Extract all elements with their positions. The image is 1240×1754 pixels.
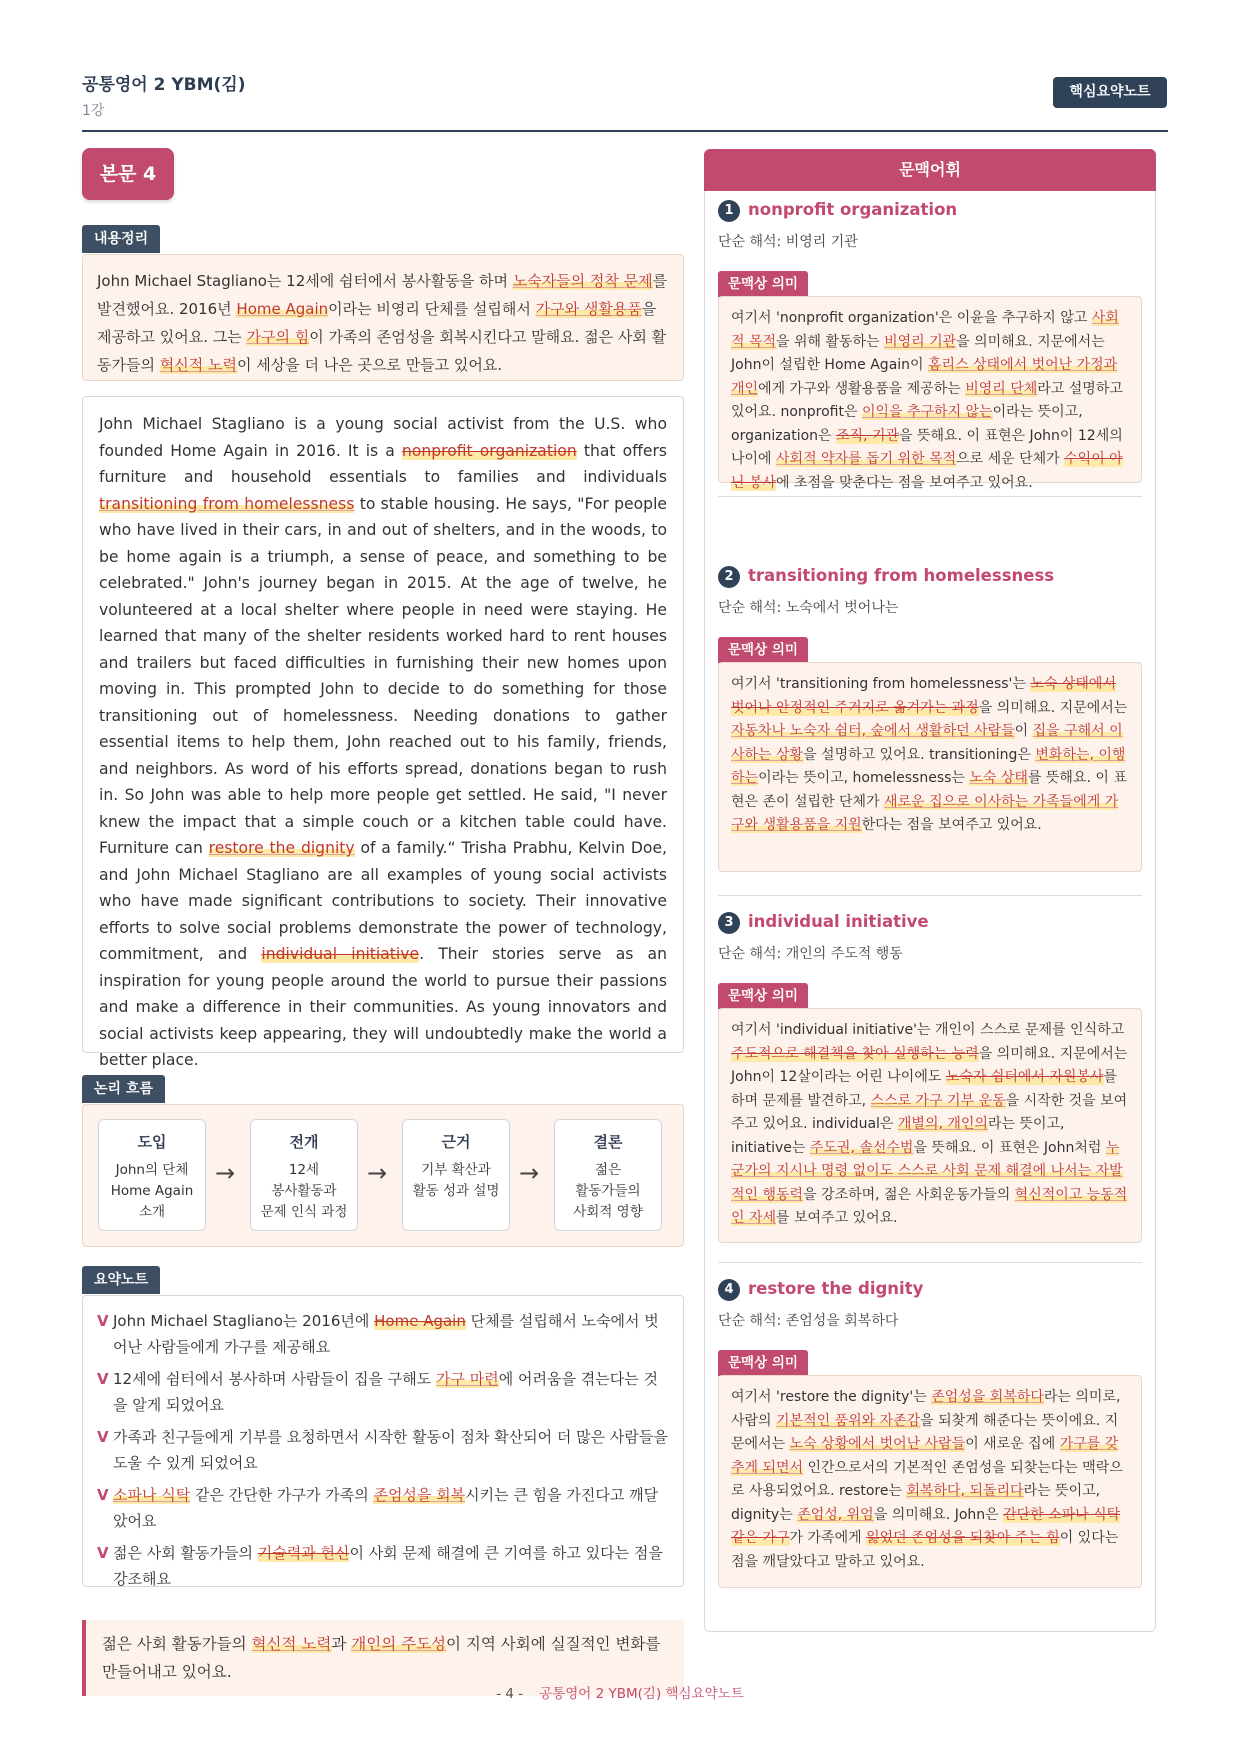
text-segment: 이라는 뜻이고, homelessness는 bbox=[758, 770, 970, 786]
text-segment: 를 하며 문제를 발견하고, bbox=[731, 1069, 1118, 1109]
highlighted-term: 주도권, 솔선수범 bbox=[809, 1139, 914, 1156]
text-segment: 단체를 설립해서 노숙에서 벗어난 사람들에게 가구를 제공해요 bbox=[113, 1312, 659, 1356]
flow-step-title: 도입 bbox=[137, 1133, 167, 1151]
highlighted-term: 존엄성을 회복하다 bbox=[931, 1389, 1044, 1405]
highlighted-term: 기술력과 헌신 bbox=[257, 1544, 350, 1562]
meaning-prefix: 단순 해석: bbox=[718, 1313, 786, 1329]
vocab-number-badge: 1 bbox=[718, 200, 740, 222]
passage-text bbox=[82, 396, 684, 1069]
text-segment: 젊은 사회 활동가들의 bbox=[113, 1544, 258, 1562]
arrow-right-icon: → bbox=[367, 1159, 388, 1187]
note-item bbox=[97, 1482, 669, 1534]
highlighted-term: 노숙 상태 bbox=[969, 770, 1028, 786]
vocab-panel-title: 문맥어휘 bbox=[704, 149, 1156, 191]
text-segment: 를 보여주고 있어요. bbox=[776, 1210, 898, 1226]
flow-step-title: 근거 bbox=[441, 1133, 471, 1151]
highlighted-term: 비영리 단체 bbox=[965, 380, 1038, 397]
check-marker-icon: V bbox=[97, 1312, 109, 1330]
meaning-prefix: 단순 해석: bbox=[718, 600, 786, 616]
header-divider bbox=[82, 130, 1168, 132]
context-meaning-label: 문맥상 의미 bbox=[718, 271, 808, 297]
text-segment: 를 발견했어요. 2016년 bbox=[97, 272, 668, 318]
highlighted-term: 노숙자들의 정착 문제 bbox=[512, 272, 653, 290]
check-marker-icon: V bbox=[97, 1486, 109, 1504]
highlighted-term: nonprofit organization bbox=[401, 441, 577, 460]
arrow-right-icon: → bbox=[215, 1159, 236, 1187]
highlighted-term: 새로운 집으로 이사하는 가족들에게 가구와 생활용품을 지원 bbox=[731, 793, 1119, 833]
notes-badge: 핵심요약노트 bbox=[1053, 77, 1167, 108]
flow-step-conclusion bbox=[554, 1119, 662, 1231]
check-marker-icon: V bbox=[97, 1370, 109, 1388]
text-segment: 을 의미해요. 지문에서는 bbox=[978, 699, 1128, 716]
highlighted-term: individual initiative bbox=[261, 945, 420, 963]
text-segment: 을 시작한 것을 보여주고 있어요. individual은 bbox=[731, 1092, 1128, 1132]
highlighted-term: 주도적으로 해결책을 찾아 실행하는 능력 bbox=[731, 1045, 979, 1062]
flow-step-title: 전개 bbox=[289, 1133, 319, 1151]
text-segment: 이 지역 사회에 실질적인 변화를 만들어내고 있어요. bbox=[102, 1635, 661, 1681]
vocab-meaning bbox=[718, 231, 858, 251]
vocab-term bbox=[718, 566, 1054, 588]
context-meaning-box bbox=[718, 296, 1142, 491]
summary-notes bbox=[82, 1295, 684, 1587]
highlighted-term: 개인의 주도성 bbox=[351, 1635, 447, 1653]
flow-step-desc: 12세 봉사활동과 문제 인식 과정 bbox=[260, 1162, 348, 1220]
vocab-term-text: nonprofit organization bbox=[748, 200, 958, 219]
highlighted-term: 비영리 기관 bbox=[884, 333, 957, 350]
vocab-divider bbox=[718, 895, 1142, 896]
highlighted-term: 변화하는, 이행하는 bbox=[731, 746, 1126, 786]
context-meaning-box bbox=[718, 1375, 1142, 1588]
text-segment: 을 뜻해요. 이 표현은 John이 12세의 나이에 bbox=[731, 427, 1123, 467]
highlighted-term: Home Again bbox=[236, 300, 329, 318]
highlighted-term: 가구를 갖추게 되면서 bbox=[731, 1436, 1119, 1476]
text-segment: 이 사회 문제 해결에 큰 기여를 하고 있다는 점을 강조해요 bbox=[113, 1544, 663, 1588]
highlighted-term: 노숙 상태에서 벗어나 안정적인 주거지로 옮겨가는 과정 bbox=[731, 676, 1116, 716]
vocab-term-text: transitioning from homelessness bbox=[748, 566, 1055, 585]
text-segment: 에 초점을 맞춘다는 점을 보여주고 있어요. bbox=[776, 474, 1033, 491]
flow-step-title: 결론 bbox=[593, 1133, 623, 1151]
text-segment: 이라는 뜻이고, organization은 bbox=[731, 404, 1083, 444]
meaning-text: 존엄성을 회복하다 bbox=[785, 1313, 899, 1329]
context-meaning-label: 문맥상 의미 bbox=[718, 637, 808, 663]
note-item bbox=[97, 1540, 669, 1592]
text-segment: 가족과 친구들에게 기부를 요청하면서 시작한 활동이 점차 확산되어 더 많은 사람들을 도울 수 있게 되었어요 bbox=[113, 1428, 668, 1472]
highlighted-term: 혁신적 노력 bbox=[159, 356, 237, 374]
page-number: - 4 - bbox=[496, 1686, 524, 1702]
summary-label: 내용정리 bbox=[82, 225, 160, 253]
text-segment: 이라는 비영리 단체를 설립해서 bbox=[328, 300, 536, 318]
highlighted-term: 스스로 가구 기부 운동 bbox=[870, 1092, 1006, 1109]
highlighted-term: 이익을 추구하지 않는 bbox=[861, 404, 993, 420]
text-segment: 을 강조하며, 젊은 사회운동가들의 bbox=[803, 1186, 1015, 1203]
arrow-right-icon: → bbox=[519, 1159, 540, 1187]
highlighted-term: 노숙 상황에서 벗어난 사람들 bbox=[789, 1436, 966, 1452]
highlighted-term: 간단한 소파나 식탁 같은 가구 bbox=[731, 1506, 1121, 1546]
text-segment: 라는 의미로, 사람의 bbox=[731, 1389, 1121, 1429]
text-segment: 을 의미해요. 지문에서는 John이 12살이라는 어린 나이에도 bbox=[731, 1045, 1128, 1085]
summary-box bbox=[82, 254, 684, 381]
text-segment: 이 bbox=[1014, 723, 1033, 739]
flow-step-intro bbox=[98, 1119, 206, 1231]
highlighted-term: 가구의 힘 bbox=[246, 328, 310, 346]
text-segment: 이 세상을 더 나은 곳으로 만들고 있어요. bbox=[236, 356, 503, 374]
highlighted-term: 사회적 약자를 돕기 위한 목적 bbox=[776, 451, 957, 467]
text-segment: 에게 가구와 생활용품을 제공하는 bbox=[758, 380, 966, 397]
text-segment: 라고 설명하고 있어요. nonprofit은 bbox=[731, 380, 1123, 420]
text-segment: 인간으로서의 기본적인 존엄성을 되찾는다는 맥락으로 사용되었어요. restore는 bbox=[731, 1459, 1123, 1499]
check-marker-icon: V bbox=[97, 1428, 109, 1446]
meaning-text: 노숙에서 벗어나는 bbox=[785, 600, 899, 616]
text-segment: . Their stories serve as an inspiration for young people around the world to pursue their passions and make a difference in their communities. As young innovators and social activists keep appearing, they will undoubtedly make the world a better place. bbox=[99, 945, 667, 1069]
page-footer bbox=[0, 1682, 1240, 1702]
context-meaning-label: 문맥상 의미 bbox=[718, 1350, 808, 1376]
text-segment: 을 제공하고 있어요. 그는 bbox=[97, 300, 657, 346]
meaning-prefix: 단순 해석: bbox=[718, 946, 786, 962]
text-segment: 젊은 사회 활동가들의 bbox=[102, 1635, 252, 1653]
text-segment: John Michael Stagliano는 2016년에 bbox=[113, 1312, 375, 1330]
vocab-number-badge: 4 bbox=[718, 1279, 740, 1301]
vocab-meaning bbox=[718, 943, 903, 963]
text-segment: 같은 간단한 가구가 가족의 bbox=[190, 1486, 374, 1504]
note-item bbox=[97, 1366, 669, 1418]
highlighted-term: 회복하다, 되돌리다 bbox=[906, 1483, 1024, 1499]
text-segment: 에 어려움을 겪는다는 것을 알게 되었어요 bbox=[113, 1370, 658, 1414]
meaning-prefix: 단순 해석: bbox=[718, 234, 786, 250]
highlighted-term: 가구 마련 bbox=[436, 1370, 499, 1388]
text-segment: 을 의미해요. 지문에서는 John이 설립한 Home Again이 bbox=[731, 333, 1105, 373]
text-segment: 이 있다는 점을 깨달았다고 말하고 있어요. bbox=[731, 1530, 1119, 1570]
meaning-text: 개인의 주도적 행동 bbox=[785, 946, 903, 962]
highlighted-term: 개별의, 개인의 bbox=[897, 1116, 988, 1132]
highlighted-term: 소파나 식탁 bbox=[113, 1486, 191, 1504]
vocab-divider bbox=[718, 1262, 1142, 1263]
highlighted-term: 수익이 아닌 봉사 bbox=[731, 451, 1123, 491]
flow-label: 논리 흐름 bbox=[82, 1075, 165, 1103]
text-segment: 가 가족에게 bbox=[789, 1530, 867, 1546]
text-segment: 라는 뜻이고, initiative는 bbox=[731, 1116, 1065, 1156]
text-segment: John Michael Stagliano는 12세에 쉼터에서 봉사활동을 하며 bbox=[97, 272, 513, 290]
text-segment: 을 되찾게 해준다는 뜻이에요. 지문에서는 bbox=[731, 1412, 1119, 1452]
highlighted-term: 홈리스 상태에서 벗어난 가정과 개인 bbox=[731, 357, 1118, 397]
highlighted-term: 혁신적이고 능동적인 자세 bbox=[731, 1186, 1128, 1226]
highlighted-term: 노숙자 쉼터에서 자원봉사 bbox=[945, 1069, 1104, 1085]
text-segment: 이 가족의 존엄성을 회복시킨다고 말해요. 젊은 사회 활동가들의 bbox=[97, 328, 667, 374]
vocab-term bbox=[718, 912, 929, 934]
highlighted-term: Home Again bbox=[374, 1312, 466, 1330]
highlighted-term: 사회적 목적 bbox=[731, 310, 1119, 350]
vocab-number-badge: 2 bbox=[718, 566, 740, 588]
context-meaning-box bbox=[718, 1008, 1142, 1243]
highlighted-term: 가구와 생활용품 bbox=[535, 300, 642, 318]
flow-step-desc: John의 단체 Home Again 소개 bbox=[110, 1162, 194, 1220]
context-meaning-box bbox=[718, 662, 1142, 872]
text-segment: to stable housing. He says, "For people who have lived in their cars, in and out of shelters, and in the woods, to be home again is a triumph, a sense of peace, and something to be celebrated." John's journey began in 2015. At the age of twelve, he volunteered at a local shelter where people in need were staying. He learned that many of the shelter residents worked hard to rent houses and trailers but faced difficulties in furnishing their new homes upon moving in. This prompted John to decide to do something for those transitioning out of homelessness. Needing donations to gather essential items to help them, John reached out to his family, friends, and neighbors. As word of his efforts spread, donations began to rush in. So John was able to help more people get settled. He said, "I never knew the impact that a simple couch or a kitchen table could have. Furniture can bbox=[99, 494, 667, 857]
highlighted-term: 존엄성을 회복 bbox=[373, 1486, 466, 1504]
check-marker-icon: V bbox=[97, 1544, 109, 1562]
document-title: 공통영어 2 YBM(김) bbox=[82, 75, 246, 95]
section-badge: 본문 4 bbox=[82, 148, 174, 200]
highlighted-term: 존엄성, 위엄 bbox=[797, 1506, 874, 1523]
highlighted-term: 집을 구해서 이사하는 상황 bbox=[731, 723, 1123, 763]
text-segment: 여기서 'transitioning from homelessness'는 bbox=[731, 676, 1031, 692]
meaning-text: 비영리 기관 bbox=[785, 234, 858, 250]
highlighted-term: 잃었던 존엄성을 되찾아 주는 힘 bbox=[866, 1530, 1060, 1546]
vocab-divider bbox=[718, 496, 1142, 497]
text-segment: of a family.“ Trisha Prabhu, Kelvin Doe, and John Michael Stagliano are all examples of young social activists who have made significant contributions to society. Their innovative efforts to solve social problems demonstrate the power of technology, commitment, and bbox=[99, 839, 667, 963]
flow-step-evidence bbox=[402, 1119, 510, 1231]
footer-text: 공통영어 2 YBM(김) 핵심요약노트 bbox=[539, 1686, 744, 1702]
highlighted-term: 혁신적 노력 bbox=[251, 1635, 332, 1653]
text-segment: 시키는 큰 힘을 가진다고 깨달았어요 bbox=[113, 1486, 659, 1530]
lesson-number: 1강 bbox=[82, 103, 105, 119]
vocab-meaning bbox=[718, 1310, 898, 1330]
vocab-term-text: restore the dignity bbox=[748, 1279, 924, 1298]
highlighted-term: 누군가의 지시나 명령 없이도 스스로 사회 문제 해결에 나서는 자발적인 행동력 bbox=[731, 1139, 1123, 1203]
highlighted-term: 조직, 기관 bbox=[836, 427, 900, 444]
vocab-term bbox=[718, 200, 957, 222]
highlighted-term: transitioning from homelessness bbox=[99, 494, 355, 513]
text-segment: 과 bbox=[331, 1635, 352, 1653]
highlighted-term: 기본적인 품위와 자존감 bbox=[776, 1412, 921, 1429]
text-segment: 한다는 점을 보여주고 있어요. bbox=[861, 817, 1042, 833]
text-segment: 을 뜻해요. 이 표현은 John처럼 bbox=[913, 1139, 1106, 1156]
text-segment: John Michael Stagliano is a young social activist from the U.S. who founded Home Again in 2016. It is a bbox=[99, 415, 667, 460]
vocab-term-text: individual initiative bbox=[748, 912, 929, 931]
text-segment: 여기서 'restore the dignity'는 bbox=[731, 1389, 932, 1405]
vocab-term bbox=[718, 1279, 923, 1301]
text-segment: 를 뜻해요. 이 표현은 존이 설립한 단체가 bbox=[731, 770, 1127, 810]
text-segment: 이 새로운 집에 bbox=[965, 1436, 1060, 1452]
text-segment: 여기서 'individual initiative'는 개인이 스스로 문제를 인식하고 bbox=[731, 1022, 1125, 1038]
highlighted-term: restore the dignity bbox=[208, 839, 355, 857]
text-segment: that offers furniture and household essentials to families and individuals bbox=[99, 441, 668, 486]
note-item bbox=[97, 1424, 669, 1476]
text-segment: 을 의미해요. John은 bbox=[873, 1506, 1004, 1523]
text-segment: 을 위해 활동하는 bbox=[776, 333, 885, 350]
vocab-number-badge: 3 bbox=[718, 912, 740, 934]
flow-step-desc: 젊은 활동가들의 사회적 영향 bbox=[573, 1162, 643, 1220]
text-segment: 12세에 쉼터에서 봉사하며 사람들이 집을 구해도 bbox=[113, 1370, 437, 1388]
flow-step-development bbox=[250, 1119, 358, 1231]
text-segment: 으로 세운 단체가 bbox=[956, 451, 1065, 467]
context-meaning-label: 문맥상 의미 bbox=[718, 983, 808, 1009]
note-item bbox=[97, 1308, 669, 1360]
flow-step-desc: 기부 확산과 활동 성과 설명 bbox=[412, 1162, 500, 1199]
highlighted-term: 자동차나 노숙자 쉼터, 숲에서 생활하던 사람들 bbox=[731, 723, 1015, 739]
notes-label: 요약노트 bbox=[82, 1266, 160, 1294]
logic-flow bbox=[82, 1104, 684, 1247]
vocab-meaning bbox=[718, 597, 898, 617]
text-segment: 여기서 'nonprofit organization'은 이윤을 추구하지 않고 bbox=[731, 310, 1092, 326]
text-segment: 라는 뜻이고, dignity는 bbox=[731, 1483, 1101, 1523]
text-segment: 을 설명하고 있어요. transitioning은 bbox=[803, 746, 1036, 763]
